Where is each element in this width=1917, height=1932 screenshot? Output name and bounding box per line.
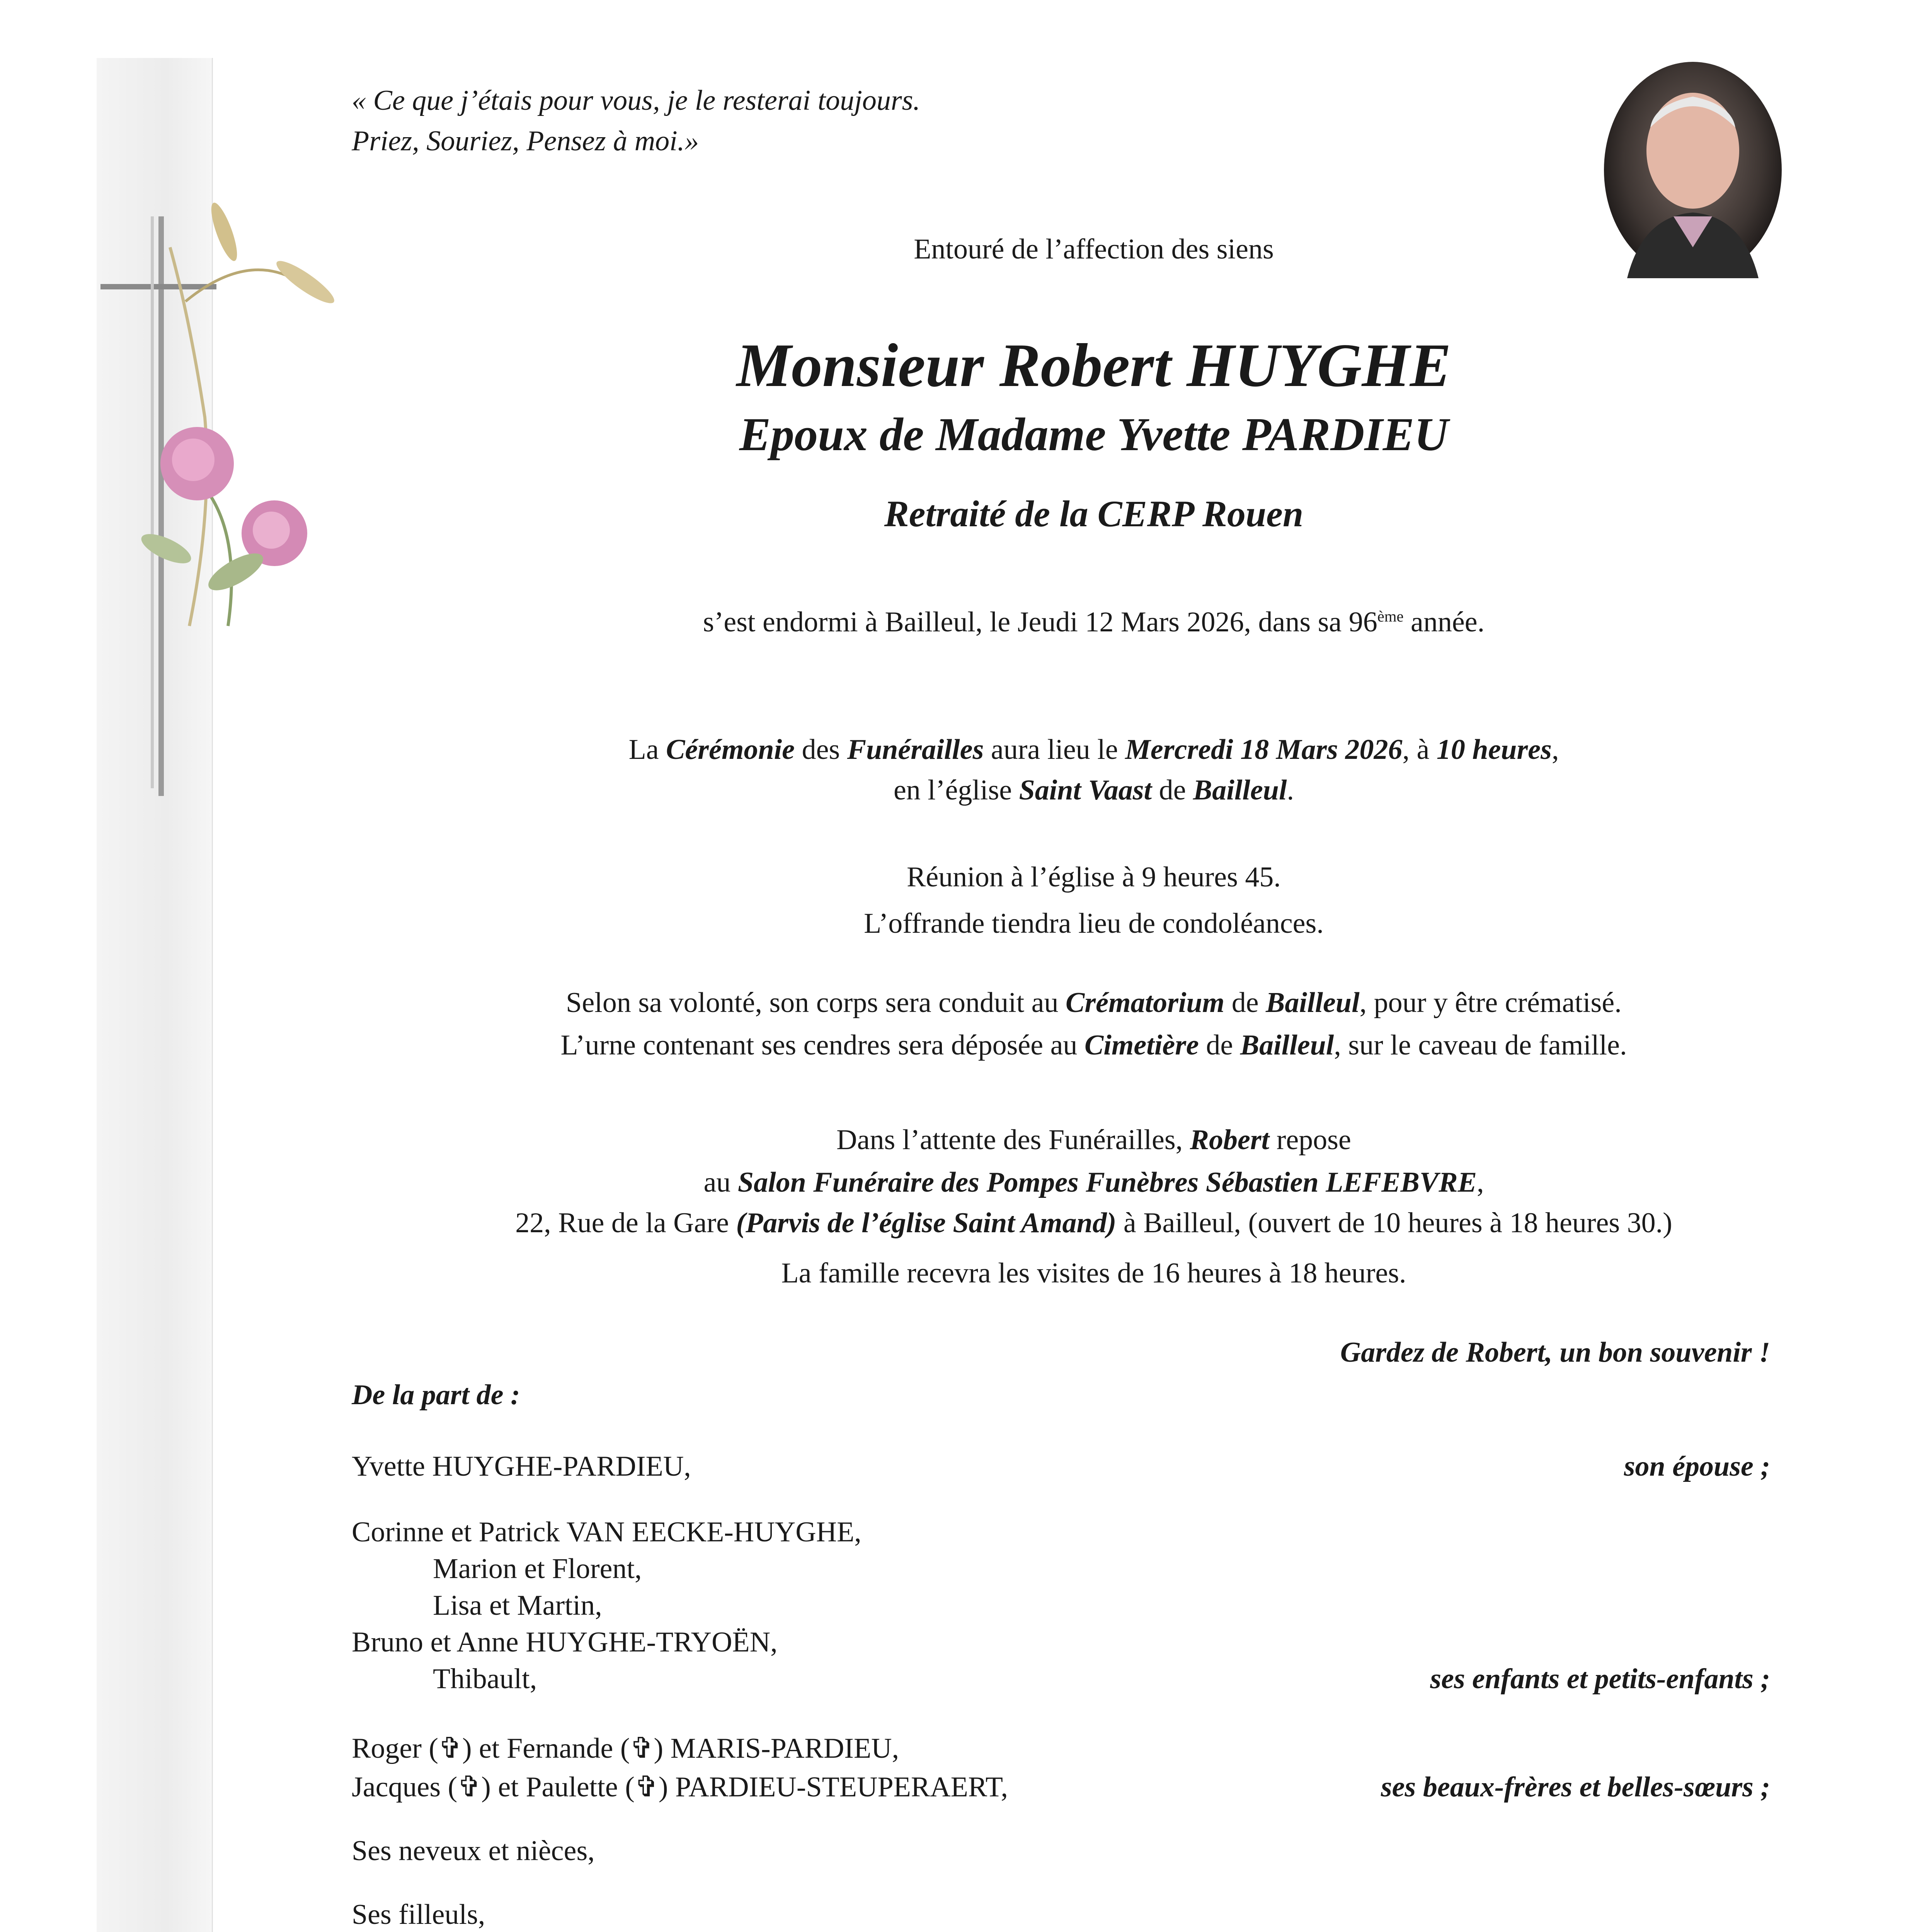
family-item: Corinne et Patrick VAN EECKE-HUYGHE, <box>352 1516 861 1548</box>
deceased-name: Monsieur Robert HUYGHE <box>736 331 1451 400</box>
family-relation: ses enfants et petits-enfants ; <box>1430 1663 1770 1695</box>
salon-line-3: 22, Rue de la Gare (Parvis de l’église Saint Amand) à Bailleul, (ouvert de 10 heures à 18 heures 30.) <box>515 1207 1672 1239</box>
death-sup: ème <box>1377 607 1404 625</box>
souvenir-text: Gardez de Robert, un bon souvenir ! <box>1340 1337 1770 1368</box>
salon-line-2: au Salon Funéraire des Pompes Funèbres Sébastien LEFEBVRE, <box>703 1167 1484 1198</box>
profession-line: Retraité de la CERP Rouen <box>884 493 1304 534</box>
ceremony-line-2: en l’église Saint Vaast de Bailleul. <box>893 774 1294 806</box>
death-announcement <box>367 601 1820 643</box>
family-item: Ses filleuls, <box>352 1899 485 1930</box>
intro-text: Entouré de l’affection des siens <box>914 233 1274 265</box>
death-end: année. <box>1403 606 1485 638</box>
ceremony-line-1: La Cérémonie des Funérailles aura lieu le Mercredi 18 Mars 2026, à 10 heures, <box>628 734 1559 765</box>
salon-line-1: Dans l’attente des Funérailles, Robert repose <box>836 1124 1351 1156</box>
cremation-line-2: L’urne contenant ses cendres sera déposée au Cimetière de Bailleul, sur le caveau de famille. <box>560 1029 1627 1061</box>
family-item: Roger (✞) et Fernande (✞) MARIS-PARDIEU, <box>352 1733 899 1764</box>
family-item: Jacques (✞) et Paulette (✞) PARDIEU-STEUPERAERT, <box>352 1771 1008 1803</box>
family-relation: son épouse ; <box>1624 1451 1770 1482</box>
family-item: Yvette HUYGHE-PARDIEU, <box>352 1451 691 1482</box>
offrande-text: L’offrande tiendra lieu de condoléances. <box>864 908 1324 939</box>
family-item: Marion et Florent, <box>433 1553 642 1585</box>
family-item: Thibault, <box>433 1663 537 1695</box>
family-item: Lisa et Martin, <box>433 1590 602 1621</box>
quote-line-1: « Ce que j’étais pour vous, je le resterai toujours. <box>352 85 920 116</box>
visits-text: La famille recevra les visites de 16 heures à 18 heures. <box>781 1257 1406 1289</box>
family-relation: ses beaux-frères et belles-sœurs ; <box>1381 1771 1770 1803</box>
reunion-text: Réunion à l’église à 9 heures 45. <box>907 861 1281 893</box>
spouse-line: Epoux de Madame Yvette PARDIEU <box>739 408 1449 461</box>
family-item: Bruno et Anne HUYGHE-TRYOËN, <box>352 1626 778 1658</box>
family-item: Ses neveux et nièces, <box>352 1835 595 1867</box>
quote-line-2: Priez, Souriez, Pensez à moi.» <box>352 125 699 157</box>
cremation-line-1: Selon sa volonté, son corps sera conduit au Crématorium de Bailleul, pour y être crématisé. <box>566 987 1622 1019</box>
de-la-part-heading: De la part de : <box>352 1379 520 1411</box>
death-text: s’est endormi à Bailleul, le Jeudi 12 Mars 2026, dans sa 96 <box>703 606 1377 638</box>
